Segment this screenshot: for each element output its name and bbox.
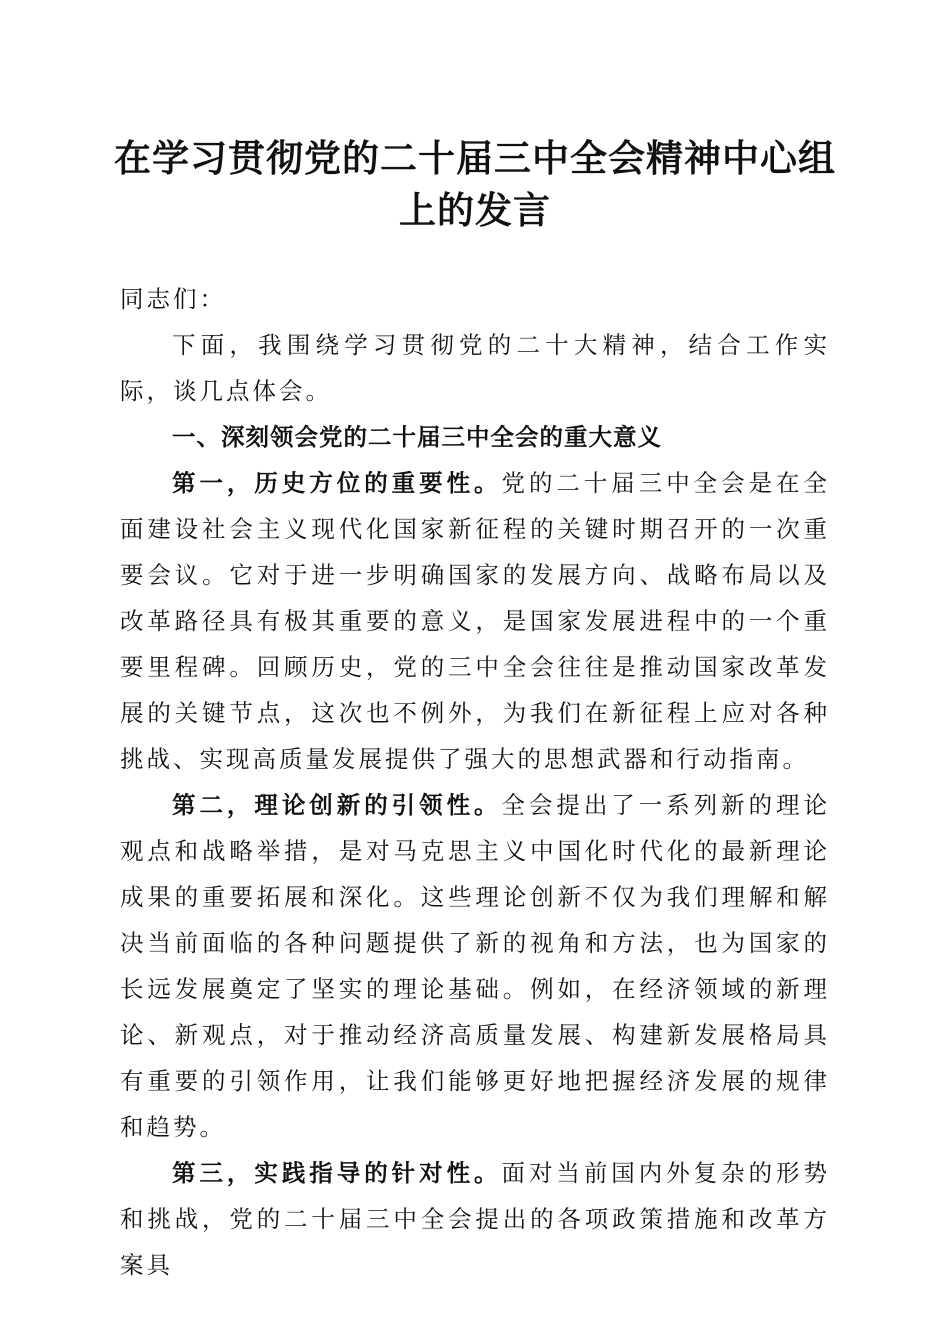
paragraph-1 [120, 460, 830, 782]
paragraph-3 [120, 1150, 830, 1288]
paragraph-2-text: 全会提出了一系列新的理论观点和战略举措，是对马克思主义中国化时代化的最新理论成果的重要拓展和深化。这些理论创新不仅为我们理解和解决当前面临的各种问题提供了新的视角和方法，也为国家的长远发展奠定了坚实的理论基础。例如，在经济领域的新理论、新观点，对于推动经济高质量发展、构建新发展格局具有重要的引领作用，让我们能够更好地把握经济发展的规律和趋势。 [120, 791, 831, 1141]
section-heading-1: 一、深刻领会党的二十届三中全会的重大意义 [172, 423, 662, 451]
paragraph-1-lead: 第一，历史方位的重要性。 [172, 469, 502, 497]
paragraph-2-lead: 第二，理论创新的引领性。 [172, 791, 502, 819]
paragraph-3-lead: 第三，实践指导的针对性。 [172, 1159, 502, 1187]
paragraph-2 [120, 782, 830, 1150]
intro-paragraph: 下面，我围绕学习贯彻党的二十大精神，结合工作实际，谈几点体会。 [120, 331, 830, 405]
salutation: 同志们： [120, 285, 226, 313]
document-title: 在学习贯彻党的二十届三中全会精神中心组上的发言 [114, 136, 836, 232]
document-body [120, 276, 830, 1288]
paragraph-1-text: 党的二十届三中全会是在全面建设社会主义现代化国家新征程的关键时期召开的一次重要会议。它对于进一步明确国家的发展方向、战略布局以及改革路径具有极其重要的意义，是国家发展进程中的一个重要里程碑。回顾历史，党的三中全会往往是推动国家改革发展的关键节点，这次也不例外，为我们在新征程上应对各种挑战、实现高质量发展提供了强大的思想武器和行动指南。 [120, 469, 831, 773]
paragraph-3-text: 面对当前国内外复杂的形势和挑战，党的二十届三中全会提出的各项政策措施和改革方案具 [120, 1159, 831, 1279]
